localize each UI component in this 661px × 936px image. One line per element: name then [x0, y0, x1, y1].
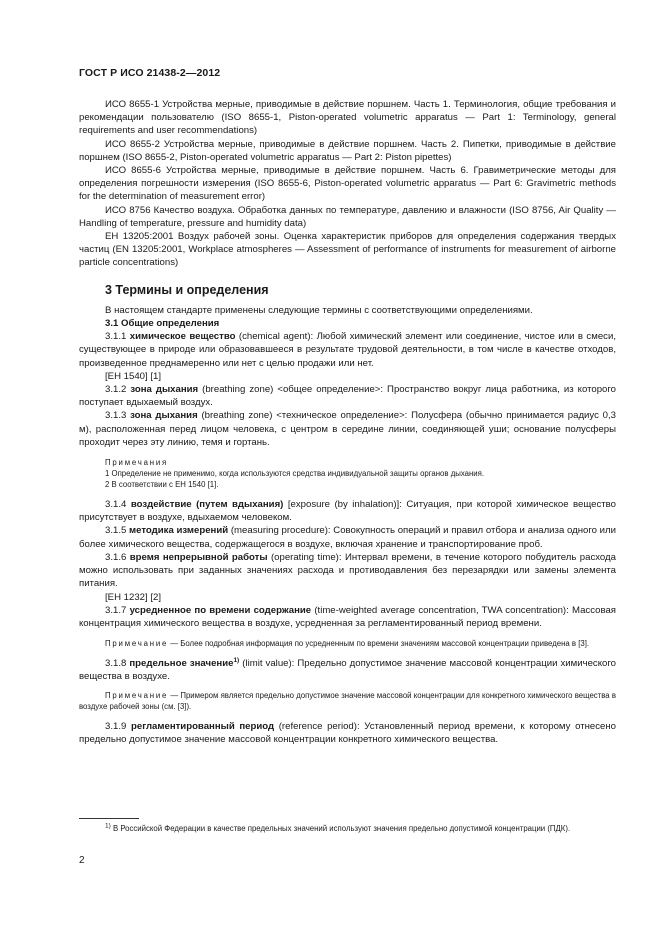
section-title: 3 Термины и определения — [105, 282, 269, 297]
term-name: зона дыхания — [130, 384, 199, 396]
reference-item: ИСО 8756 Качество воздуха. Обработка данных по температуре, давлению и влажности (ISO 8756, Air Quality — Handling of temperature, pressure and humidity data) — [79, 204, 616, 229]
footnote — [79, 823, 616, 834]
reference-item: ЕН 13205:2001 Воздух рабочей зоны. Оценка характеристик приборов для определения содержания твердых частиц (EN 13205:2001, Workplace atmospheres — Assessment of performance of instruments for measurement of airborne particle concentrations) — [79, 231, 616, 269]
term-number: 3.1.8 — [105, 658, 127, 670]
term-entry-3-1-3 — [79, 409, 616, 449]
note-text: — Более подробная информация по усредненным по времени значениям массовой концентрации приведена в [3]. — [168, 639, 590, 649]
term-number: 3.1.1 — [105, 331, 127, 343]
subsection-title: 3.1 Общие определения — [105, 318, 220, 330]
reference-item: ИСО 8655-6 Устройства мерные, приводимые в действие поршнем. Часть 6. Гравиметрические методы для определения погрешности измерения (ISO 8655-6, Piston-operated volumetric apparatus — Part 6: Gravimetric methods for the determination of measurement error) — [79, 165, 616, 203]
note-item: 2 В соответствии с ЕН 1540 [1]. — [105, 480, 219, 490]
notes-heading: Примечания — [105, 458, 169, 468]
term-name: предельное значение — [129, 658, 234, 670]
term-name: воздействие (путем вдыхания) — [130, 499, 284, 511]
note-heading: Примечание — [105, 690, 169, 700]
footnote-marker: 1) — [233, 656, 240, 664]
term-definition: (operating time): Интервал времени, в течение которого побудитель расхода можно использовать при заданных значениях расхода и противодавления без перезарядки или замены элемента питания. — [79, 551, 616, 590]
term-name: регламентированный период — [131, 720, 275, 732]
note-heading: Примечание — [105, 639, 169, 649]
term-definition: (breathing zone) <техническое определение>: Полусфера (обычно принимается радиус 0,3 м), расположенная перед лицом человека, с центром в середине линии, соединяющей уши; основание полусферы проходит через эту линию, темя и гортань. — [79, 410, 616, 448]
note-item — [79, 638, 616, 649]
footnote-text: В Российской Федерации в качестве предельных значений используют значения предельно допустимой концентрации (ПДК). — [110, 824, 571, 833]
note-item: 1 Определение не применимо, когда используются средства индивидуальной защиты органов дыхания. — [105, 469, 485, 479]
term-definition: (measuring procedure): Совокупность операций и правил отбора и анализа одного или более химического вещества, содержащегося в воздухе, включая хранение и транспортирование проб. — [79, 525, 616, 550]
term-number: 3.1.9 — [105, 720, 127, 732]
term-name: зона дыхания — [130, 410, 198, 422]
spacer — [79, 684, 616, 688]
term-definition: (time-weighted average concentration, TWA concentration): Массовая концентрация химического вещества в воздухе, усредненная за регламентированный период времени. — [79, 604, 616, 629]
term-number: 3.1.5 — [105, 525, 127, 537]
term-number: 3.1.6 — [105, 551, 127, 563]
footnote-mark: 1) — [105, 822, 111, 830]
term-definition: (limit value): Предельно допустимое значение массовой концентрации химического вещества в воздухе. — [79, 658, 616, 683]
term-entry-3-1-6 — [79, 551, 616, 591]
term-entry-3-1-9 — [79, 720, 616, 746]
reference-item: ИСО 8655-1 Устройства мерные, приводимые в действие поршнем. Часть 1. Терминология, общие требования и рекомендации пользователю (ISO 8655-1, Piston-operated volumetric apparatus — Part 1: Terminology, general requirements and user recommendations) — [79, 99, 616, 137]
page-number: 2 — [79, 855, 85, 866]
term-name: химическое вещество — [129, 331, 236, 343]
note-item — [79, 690, 616, 712]
term-entry-3-1-8 — [79, 657, 616, 683]
spacer — [79, 630, 616, 636]
term-reference: [ЕН 1232] [2] — [105, 591, 161, 603]
term-entry-3-1-2 — [79, 383, 616, 409]
term-entry-3-1-5 — [79, 524, 616, 550]
term-definition: (chemical agent): Любой химический элемент или соединение, чистое или в смеси, существующее в природе или образовавшееся в результате трудовой деятельности, в том числе в качестве отходов, произведенное преднамеренно или нет с целью продажи или нет. — [79, 331, 616, 369]
section-intro: В настоящем стандарте применены следующие термины с соответствующими определениями. — [105, 304, 533, 316]
term-entry-3-1-1 — [79, 330, 616, 370]
term-definition: (breathing zone) <общее определение>: Пространство вокруг лица работника, из которого поступает вдыхаемый воздух. — [79, 384, 616, 409]
note-block — [79, 638, 616, 649]
term-definition: [exposure (by inhalation)]: Ситуация, при которой химическое вещество присутствует в воздухе, вдыхаемом человеком. — [79, 499, 617, 524]
spacer — [79, 449, 616, 455]
page-content — [79, 98, 616, 746]
note-block — [79, 690, 616, 712]
term-number: 3.1.4 — [105, 499, 127, 511]
term-name: методика измерений — [129, 525, 229, 537]
term-number: 3.1.3 — [105, 410, 127, 422]
term-entry-3-1-4 — [79, 498, 616, 524]
term-number: 3.1.2 — [105, 384, 127, 396]
note-text: — Примером является предельно допустимое значение массовой концентрации для конкретного химического вещества в воздухе рабочей зоны (см. [3]). — [79, 690, 616, 711]
reference-item: ИСО 8655-2 Устройства мерные, приводимые в действие поршнем. Часть 2. Пипетки, приводимые в действие поршнем (ISO 8655-2, Piston-operated volumetric apparatus — Part 2: Piston pipettes) — [79, 138, 616, 163]
term-entry-3-1-7 — [79, 604, 616, 630]
notes-block — [79, 457, 616, 490]
term-definition: (reference period): Установленный период времени, к которому отнесено предельно допустимое значение массовой концентрации конкретного химического вещества. — [79, 720, 616, 745]
footnote-divider — [79, 818, 139, 819]
document-header: ГОСТ Р ИСО 21438-2—2012 — [79, 67, 221, 79]
term-name: время непрерывной работы — [129, 551, 268, 563]
term-name: усредненное по времени содержание — [129, 604, 312, 616]
term-number: 3.1.7 — [105, 604, 127, 616]
term-reference: [ЕН 1540] [1] — [105, 370, 161, 382]
